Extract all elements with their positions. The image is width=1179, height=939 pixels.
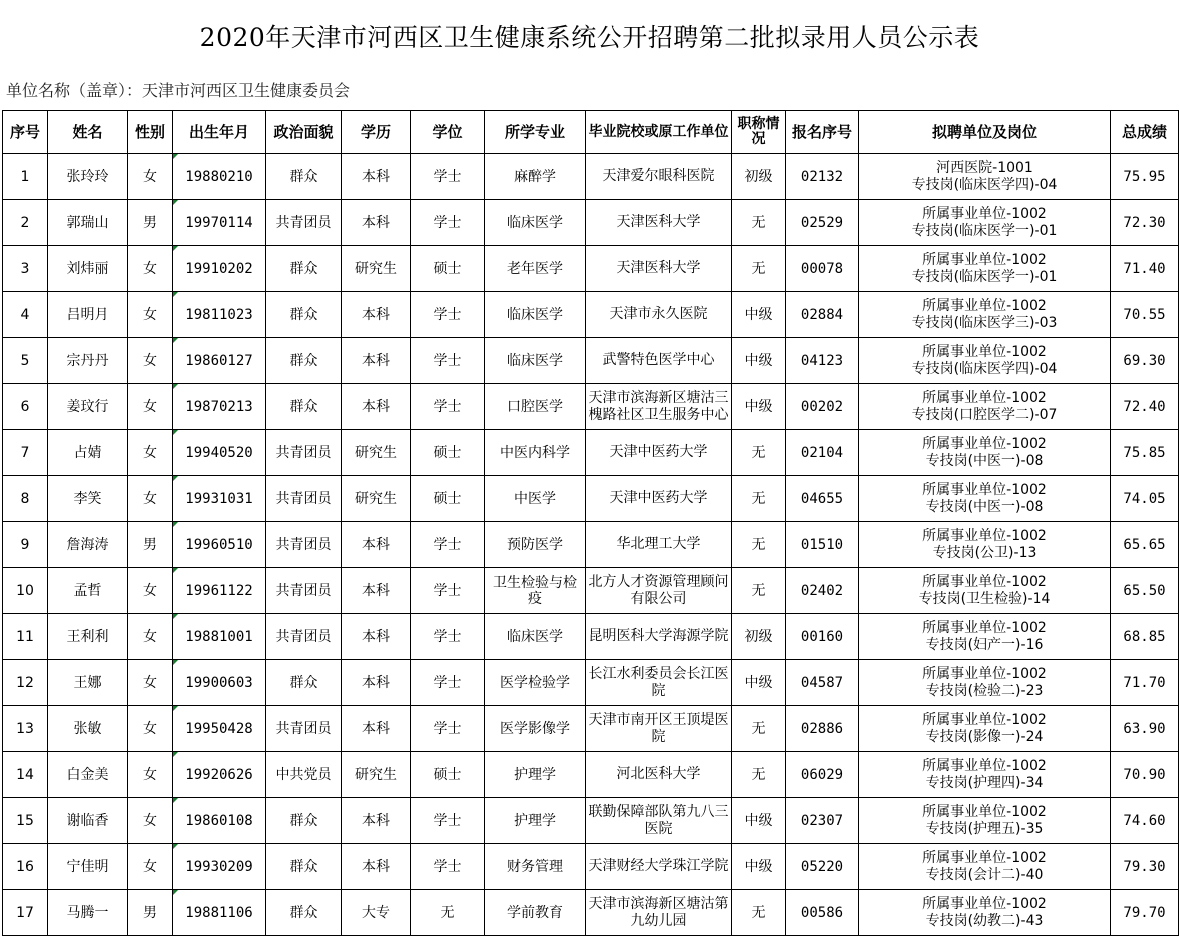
cell-name: 詹海涛	[48, 522, 128, 568]
cell-education: 本科	[342, 384, 411, 430]
post-position: 专技岗(影像一)-24	[925, 728, 1044, 745]
post-position: 专技岗(幼教二)-43	[925, 912, 1044, 929]
table-row	[3, 476, 1179, 522]
cell-gender: 女	[128, 844, 173, 890]
cell-no: 12	[3, 660, 48, 706]
cell-name: 王利利	[48, 614, 128, 660]
cell-political: 群众	[266, 292, 342, 338]
post-unit: 所属事业单位-1002	[922, 711, 1047, 728]
cell-name: 谢临香	[48, 798, 128, 844]
cell-post	[859, 292, 1111, 338]
cell-title: 无	[732, 200, 786, 246]
post-unit: 所属事业单位-1002	[922, 297, 1047, 314]
cell-school: 天津市南开区王顶堤医院	[586, 706, 732, 752]
post-unit: 所属事业单位-1002	[922, 389, 1047, 406]
cell-degree: 硕士	[411, 476, 485, 522]
cell-score: 71.70	[1111, 660, 1179, 706]
applicant-table	[2, 110, 1179, 936]
cell-title: 无	[732, 890, 786, 936]
cell-no: 17	[3, 890, 48, 936]
post-position: 专技岗(临床医学一)-01	[911, 268, 1058, 285]
cell-reg-no: 06029	[786, 752, 859, 798]
table-row	[3, 430, 1179, 476]
cell-title: 中级	[732, 844, 786, 890]
post-position: 专技岗(妇产一)-16	[925, 636, 1044, 653]
cell-score: 70.90	[1111, 752, 1179, 798]
cell-reg-no: 04587	[786, 660, 859, 706]
cell-title: 中级	[732, 338, 786, 384]
cell-school: 天津爱尔眼科医院	[586, 154, 732, 200]
table-row	[3, 384, 1179, 430]
cell-post	[859, 200, 1111, 246]
cell-political: 群众	[266, 890, 342, 936]
cell-reg-no: 02402	[786, 568, 859, 614]
cell-score: 72.30	[1111, 200, 1179, 246]
post-unit: 所属事业单位-1002	[922, 205, 1047, 222]
cell-no: 9	[3, 522, 48, 568]
cell-name: 孟哲	[48, 568, 128, 614]
cell-gender: 女	[128, 660, 173, 706]
cell-reg-no: 00078	[786, 246, 859, 292]
cell-major: 护理学	[485, 752, 586, 798]
cell-reg-no: 02884	[786, 292, 859, 338]
post-position: 专技岗(卫生检验)-14	[918, 590, 1051, 607]
cell-degree: 学士	[411, 154, 485, 200]
cell-school: 天津中医药大学	[586, 430, 732, 476]
cell-reg-no: 02307	[786, 798, 859, 844]
post-unit: 所属事业单位-1002	[922, 803, 1047, 820]
cell-no: 7	[3, 430, 48, 476]
cell-political: 共青团员	[266, 200, 342, 246]
cell-degree: 学士	[411, 200, 485, 246]
cell-major: 医学影像学	[485, 706, 586, 752]
cell-birth: 19930209	[173, 844, 266, 890]
post-unit: 所属事业单位-1002	[922, 665, 1047, 682]
header-post: 拟聘单位及岗位	[859, 111, 1111, 154]
cell-education: 本科	[342, 200, 411, 246]
cell-political: 群众	[266, 338, 342, 384]
post-position: 专技岗(检验二)-23	[925, 682, 1044, 699]
cell-birth: 19960510	[173, 522, 266, 568]
cell-reg-no: 02104	[786, 430, 859, 476]
table-row	[3, 154, 1179, 200]
post-position: 专技岗(护理四)-34	[925, 774, 1044, 791]
post-position: 专技岗(临床医学四)-04	[911, 360, 1058, 377]
cell-title: 无	[732, 476, 786, 522]
cell-school: 武警特色医学中心	[586, 338, 732, 384]
cell-degree: 学士	[411, 338, 485, 384]
cell-title: 初级	[732, 154, 786, 200]
table-row	[3, 798, 1179, 844]
cell-no: 14	[3, 752, 48, 798]
cell-degree: 硕士	[411, 430, 485, 476]
cell-degree: 学士	[411, 292, 485, 338]
cell-no: 16	[3, 844, 48, 890]
cell-name: 吕明月	[48, 292, 128, 338]
cell-reg-no: 04655	[786, 476, 859, 522]
cell-degree: 学士	[411, 798, 485, 844]
cell-political: 共青团员	[266, 476, 342, 522]
cell-major: 学前教育	[485, 890, 586, 936]
table-row	[3, 338, 1179, 384]
cell-gender: 女	[128, 752, 173, 798]
post-position: 专技岗(护理五)-35	[925, 820, 1044, 837]
cell-reg-no: 04123	[786, 338, 859, 384]
cell-degree: 硕士	[411, 246, 485, 292]
cell-education: 研究生	[342, 246, 411, 292]
cell-title: 无	[732, 246, 786, 292]
cell-score: 65.65	[1111, 522, 1179, 568]
cell-score: 74.60	[1111, 798, 1179, 844]
cell-reg-no: 02132	[786, 154, 859, 200]
cell-score: 75.95	[1111, 154, 1179, 200]
cell-education: 研究生	[342, 476, 411, 522]
cell-name: 姜玟行	[48, 384, 128, 430]
cell-title: 初级	[732, 614, 786, 660]
cell-score: 79.70	[1111, 890, 1179, 936]
cell-name: 宗丹丹	[48, 338, 128, 384]
header-reg-no: 报名序号	[786, 111, 859, 154]
cell-major: 中医内科学	[485, 430, 586, 476]
header-gender: 性别	[128, 111, 173, 154]
cell-school: 长江水利委员会长江医院	[586, 660, 732, 706]
post-position: 专技岗(中医一)-08	[925, 498, 1044, 515]
cell-gender: 女	[128, 154, 173, 200]
cell-birth: 19881106	[173, 890, 266, 936]
cell-title: 无	[732, 522, 786, 568]
post-position: 专技岗(临床医学三)-03	[911, 314, 1058, 331]
cell-school: 天津医科大学	[586, 200, 732, 246]
cell-no: 5	[3, 338, 48, 384]
cell-score: 79.30	[1111, 844, 1179, 890]
table-row	[3, 614, 1179, 660]
post-unit: 所属事业单位-1002	[922, 251, 1047, 268]
cell-birth: 19910202	[173, 246, 266, 292]
cell-score: 75.85	[1111, 430, 1179, 476]
header-no: 序号	[3, 111, 48, 154]
cell-gender: 女	[128, 246, 173, 292]
cell-post	[859, 476, 1111, 522]
cell-birth: 19961122	[173, 568, 266, 614]
cell-reg-no: 02886	[786, 706, 859, 752]
cell-birth: 19860127	[173, 338, 266, 384]
cell-political: 共青团员	[266, 706, 342, 752]
cell-education: 研究生	[342, 430, 411, 476]
header-row	[3, 111, 1179, 154]
cell-post	[859, 614, 1111, 660]
cell-education: 研究生	[342, 752, 411, 798]
cell-political: 群众	[266, 384, 342, 430]
cell-major: 临床医学	[485, 292, 586, 338]
cell-education: 本科	[342, 798, 411, 844]
cell-reg-no: 00202	[786, 384, 859, 430]
cell-education: 本科	[342, 706, 411, 752]
cell-political: 群众	[266, 660, 342, 706]
header-education: 学历	[342, 111, 411, 154]
unit-name-line: 单位名称（盖章）：天津市河西区卫生健康委员会	[6, 81, 351, 100]
cell-title: 无	[732, 568, 786, 614]
header-name: 姓名	[48, 111, 128, 154]
cell-name: 马腾一	[48, 890, 128, 936]
table-row	[3, 568, 1179, 614]
cell-post	[859, 660, 1111, 706]
cell-major: 卫生检验与检疫	[485, 568, 586, 614]
cell-score: 69.30	[1111, 338, 1179, 384]
cell-no: 10	[3, 568, 48, 614]
cell-reg-no: 00586	[786, 890, 859, 936]
cell-gender: 男	[128, 890, 173, 936]
cell-major: 医学检验学	[485, 660, 586, 706]
cell-major: 老年医学	[485, 246, 586, 292]
cell-political: 共青团员	[266, 568, 342, 614]
post-unit: 所属事业单位-1002	[922, 757, 1047, 774]
cell-major: 预防医学	[485, 522, 586, 568]
cell-name: 刘炜丽	[48, 246, 128, 292]
cell-birth: 19881001	[173, 614, 266, 660]
cell-no: 3	[3, 246, 48, 292]
cell-post	[859, 246, 1111, 292]
cell-degree: 学士	[411, 568, 485, 614]
cell-score: 74.05	[1111, 476, 1179, 522]
cell-no: 6	[3, 384, 48, 430]
post-position: 专技岗(口腔医学二)-07	[911, 406, 1058, 423]
cell-major: 财务管理	[485, 844, 586, 890]
cell-post	[859, 844, 1111, 890]
cell-gender: 男	[128, 200, 173, 246]
cell-gender: 女	[128, 476, 173, 522]
post-position: 专技岗(临床医学四)-04	[911, 176, 1058, 193]
header-title: 职称情况	[732, 111, 786, 154]
page-title: 2020年天津市河西区卫生健康系统公开招聘第二批拟录用人员公示表	[199, 23, 980, 52]
post-position: 专技岗(会计二)-40	[925, 866, 1044, 883]
cell-score: 65.50	[1111, 568, 1179, 614]
cell-name: 宁佳明	[48, 844, 128, 890]
cell-school: 天津市滨海新区塘沽三槐路社区卫生服务中心	[586, 384, 732, 430]
cell-major: 临床医学	[485, 200, 586, 246]
cell-education: 本科	[342, 292, 411, 338]
cell-education: 本科	[342, 568, 411, 614]
cell-no: 2	[3, 200, 48, 246]
cell-no: 15	[3, 798, 48, 844]
cell-gender: 女	[128, 430, 173, 476]
cell-gender: 女	[128, 706, 173, 752]
cell-education: 本科	[342, 338, 411, 384]
post-unit: 所属事业单位-1002	[922, 573, 1047, 590]
cell-birth: 19950428	[173, 706, 266, 752]
cell-major: 口腔医学	[485, 384, 586, 430]
cell-political: 群众	[266, 798, 342, 844]
cell-political: 群众	[266, 246, 342, 292]
cell-birth: 19931031	[173, 476, 266, 522]
cell-title: 中级	[732, 292, 786, 338]
cell-education: 本科	[342, 844, 411, 890]
post-position: 专技岗(公卫)-13	[932, 544, 1037, 561]
post-unit: 所属事业单位-1002	[922, 895, 1047, 912]
cell-birth: 19970114	[173, 200, 266, 246]
header-major: 所学专业	[485, 111, 586, 154]
cell-school: 昆明医科大学海源学院	[586, 614, 732, 660]
cell-education: 本科	[342, 614, 411, 660]
cell-birth: 19811023	[173, 292, 266, 338]
table-row	[3, 246, 1179, 292]
cell-score: 68.85	[1111, 614, 1179, 660]
cell-education: 本科	[342, 154, 411, 200]
cell-degree: 硕士	[411, 752, 485, 798]
cell-birth: 19860108	[173, 798, 266, 844]
cell-degree: 学士	[411, 384, 485, 430]
cell-score: 72.40	[1111, 384, 1179, 430]
cell-school: 天津中医药大学	[586, 476, 732, 522]
table-row	[3, 844, 1179, 890]
post-unit: 所属事业单位-1002	[922, 849, 1047, 866]
cell-post	[859, 522, 1111, 568]
cell-school: 天津市滨海新区塘沽第九幼儿园	[586, 890, 732, 936]
cell-school: 华北理工大学	[586, 522, 732, 568]
table-row	[3, 752, 1179, 798]
cell-title: 无	[732, 706, 786, 752]
post-unit: 河西医院-1001	[936, 159, 1033, 176]
cell-name: 张玲玲	[48, 154, 128, 200]
cell-post	[859, 338, 1111, 384]
cell-major: 中医学	[485, 476, 586, 522]
header-degree: 学位	[411, 111, 485, 154]
post-unit: 所属事业单位-1002	[922, 527, 1047, 544]
cell-title: 无	[732, 430, 786, 476]
cell-post	[859, 752, 1111, 798]
cell-major: 麻醉学	[485, 154, 586, 200]
cell-post	[859, 568, 1111, 614]
cell-post	[859, 154, 1111, 200]
cell-gender: 男	[128, 522, 173, 568]
cell-post	[859, 798, 1111, 844]
cell-political: 共青团员	[266, 430, 342, 476]
cell-title: 中级	[732, 384, 786, 430]
cell-post	[859, 706, 1111, 752]
header-school: 毕业院校或原工作单位	[586, 111, 732, 154]
cell-name: 占婧	[48, 430, 128, 476]
table-row	[3, 660, 1179, 706]
cell-no: 1	[3, 154, 48, 200]
cell-post	[859, 430, 1111, 476]
cell-name: 李笑	[48, 476, 128, 522]
cell-gender: 女	[128, 292, 173, 338]
table-row	[3, 200, 1179, 246]
header-birth: 出生年月	[173, 111, 266, 154]
cell-no: 11	[3, 614, 48, 660]
post-unit: 所属事业单位-1002	[922, 435, 1047, 452]
cell-birth: 19880210	[173, 154, 266, 200]
cell-political: 群众	[266, 154, 342, 200]
cell-reg-no: 02529	[786, 200, 859, 246]
post-position: 专技岗(中医一)-08	[925, 452, 1044, 469]
table-row	[3, 890, 1179, 936]
cell-birth: 19900603	[173, 660, 266, 706]
cell-education: 本科	[342, 660, 411, 706]
cell-degree: 学士	[411, 522, 485, 568]
cell-major: 护理学	[485, 798, 586, 844]
cell-no: 13	[3, 706, 48, 752]
cell-title: 中级	[732, 798, 786, 844]
cell-reg-no: 05220	[786, 844, 859, 890]
table-row	[3, 522, 1179, 568]
header-score: 总成绩	[1111, 111, 1179, 154]
cell-education: 大专	[342, 890, 411, 936]
cell-birth: 19940520	[173, 430, 266, 476]
cell-degree: 学士	[411, 660, 485, 706]
cell-major: 临床医学	[485, 338, 586, 384]
cell-name: 白金美	[48, 752, 128, 798]
cell-school: 天津财经大学珠江学院	[586, 844, 732, 890]
cell-political: 共青团员	[266, 522, 342, 568]
cell-degree: 无	[411, 890, 485, 936]
cell-no: 8	[3, 476, 48, 522]
table-row	[3, 706, 1179, 752]
cell-birth: 19920626	[173, 752, 266, 798]
cell-name: 张敏	[48, 706, 128, 752]
cell-political: 共青团员	[266, 614, 342, 660]
cell-school: 联勤保障部队第九八三医院	[586, 798, 732, 844]
cell-school: 天津市永久医院	[586, 292, 732, 338]
cell-political: 中共党员	[266, 752, 342, 798]
cell-reg-no: 01510	[786, 522, 859, 568]
cell-major: 临床医学	[485, 614, 586, 660]
cell-title: 无	[732, 752, 786, 798]
cell-degree: 学士	[411, 706, 485, 752]
cell-gender: 女	[128, 338, 173, 384]
cell-score: 70.55	[1111, 292, 1179, 338]
cell-post	[859, 384, 1111, 430]
cell-gender: 女	[128, 568, 173, 614]
cell-political: 群众	[266, 844, 342, 890]
post-unit: 所属事业单位-1002	[922, 619, 1047, 636]
header-political: 政治面貌	[266, 111, 342, 154]
cell-gender: 女	[128, 614, 173, 660]
cell-score: 63.90	[1111, 706, 1179, 752]
cell-name: 王娜	[48, 660, 128, 706]
cell-score: 71.40	[1111, 246, 1179, 292]
table-row	[3, 292, 1179, 338]
cell-name: 郭瑞山	[48, 200, 128, 246]
cell-school: 北方人才资源管理顾问有限公司	[586, 568, 732, 614]
cell-gender: 女	[128, 798, 173, 844]
cell-no: 4	[3, 292, 48, 338]
cell-post	[859, 890, 1111, 936]
post-unit: 所属事业单位-1002	[922, 481, 1047, 498]
cell-degree: 学士	[411, 614, 485, 660]
cell-degree: 学士	[411, 844, 485, 890]
cell-title: 中级	[732, 660, 786, 706]
cell-gender: 女	[128, 384, 173, 430]
cell-school: 河北医科大学	[586, 752, 732, 798]
cell-education: 本科	[342, 522, 411, 568]
cell-school: 天津医科大学	[586, 246, 732, 292]
post-unit: 所属事业单位-1002	[922, 343, 1047, 360]
cell-birth: 19870213	[173, 384, 266, 430]
post-position: 专技岗(临床医学一)-01	[911, 222, 1058, 239]
cell-reg-no: 00160	[786, 614, 859, 660]
